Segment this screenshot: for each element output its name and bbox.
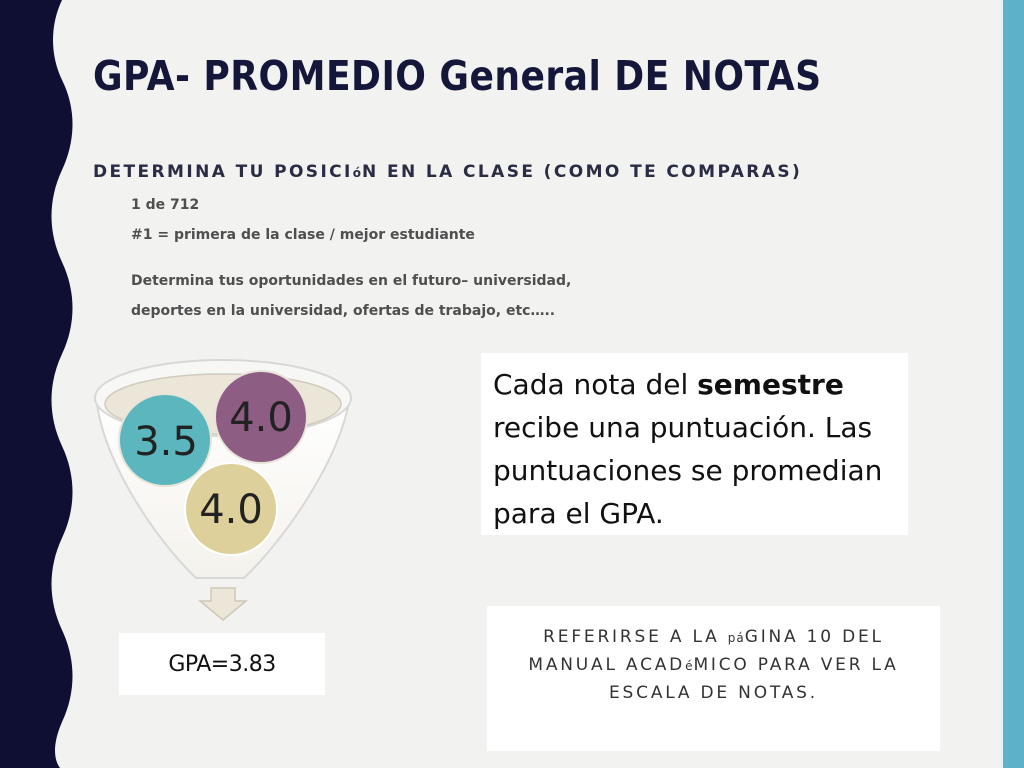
manual-reference-part: REFERIRSE A LA <box>543 627 728 647</box>
gpa-result-text: GPA=3.83 <box>168 651 276 677</box>
future-text-line: deportes en la universidad, ofertas de trabajo, etc….. <box>131 303 556 319</box>
manual-reference-accent: é <box>685 659 694 673</box>
semester-note-text: recibe una puntuación. Las puntuaciones se promedian para el GPA. <box>493 411 883 530</box>
section-heading-part: DETERMINA TU POSICI <box>93 162 353 182</box>
section-heading-accent: ó <box>352 166 363 180</box>
manual-reference-part: MICO PARA VER LA <box>693 655 899 675</box>
manual-reference-accent: pá <box>727 631 745 645</box>
gpa-result-box <box>119 633 325 695</box>
gpa-funnel-diagram <box>88 352 360 632</box>
future-text-line: Determina tus oportunidades en el futuro– universidad, <box>131 273 572 289</box>
semester-note-text: Cada nota del <box>493 368 698 401</box>
left-decorative-band <box>0 0 90 768</box>
manual-reference-line: ESCALA DE NOTAS. <box>609 683 818 703</box>
grade-label-left: 3.5 <box>134 419 198 465</box>
section-heading <box>93 162 802 182</box>
grade-label-top: 4.0 <box>229 395 293 441</box>
manual-reference-box <box>487 606 940 751</box>
right-accent-band <box>1000 0 1024 768</box>
rank-text: 1 de 712 <box>131 197 200 213</box>
rank-meaning-text: #1 = primera de la clase / mejor estudiante <box>131 227 475 243</box>
section-heading-part: N EN LA CLASE (COMO TE COMPARAS) <box>362 162 803 182</box>
manual-reference-part: MANUAL ACAD <box>528 655 686 675</box>
down-arrow-icon <box>200 588 246 620</box>
semester-note-bold: semestre <box>697 368 844 401</box>
grade-label-bottom: 4.0 <box>199 487 263 533</box>
manual-reference-line <box>487 652 940 680</box>
manual-reference-part: GINA 10 DEL <box>744 627 884 647</box>
semester-note-box <box>481 353 908 535</box>
manual-reference-line <box>487 624 940 652</box>
slide-title: GPA- PROMEDIO General DE NOTAS <box>93 52 822 100</box>
